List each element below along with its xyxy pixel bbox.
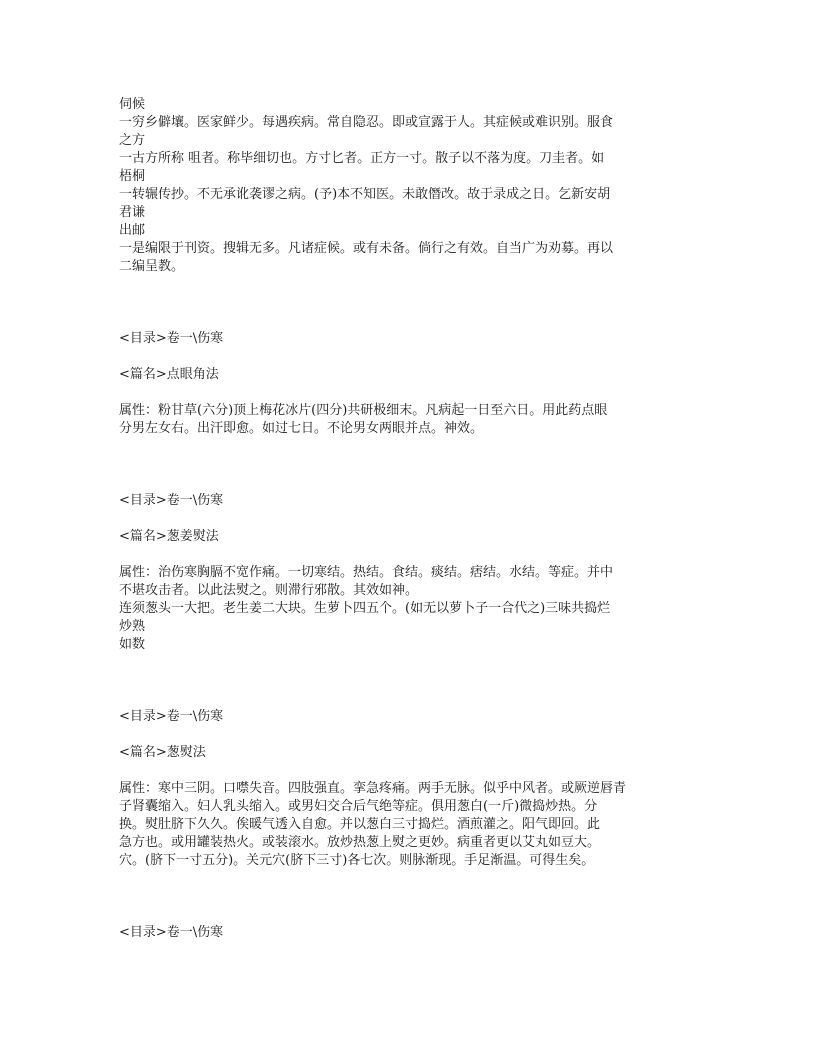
entry-title: <篇名>点眼角法 bbox=[119, 367, 219, 382]
text-line: 出邮 bbox=[119, 223, 146, 238]
text-line: 属性：寒中三阴。口噤失音。四肢强直。挛急疼痛。两手无脉。似乎中风者。或厥逆唇青 bbox=[119, 781, 627, 796]
catalog-heading: <目录>卷一\伤寒 bbox=[119, 925, 224, 940]
catalog-heading: <目录>卷一\伤寒 bbox=[119, 331, 224, 346]
entry-title: <篇名>葱熨法 bbox=[119, 745, 206, 760]
entry-dian-yan-jiao-fa bbox=[119, 330, 679, 438]
text-line: 分男左女右。出汗即愈。如过七日。不论男女两眼并点。神效。 bbox=[119, 421, 484, 436]
text-line: 二编呈教。 bbox=[119, 259, 185, 274]
text-line: 属性：治伤寒胸膈不宽作痛。一切寒结。热结。食结。痰结。痞结。水结。等症。并中 bbox=[119, 565, 614, 580]
text-line: 一古方所称 咀者。称毕细切也。方寸匕者。正方一寸。散子以不落为度。刀圭者。如 bbox=[119, 151, 605, 166]
text-line: 属性：粉甘草(六分)顶上梅花冰片(四分)共研极细末。凡病起一日至六日。用此药点眼 bbox=[119, 403, 608, 418]
text-line: 不堪攻击者。以此法熨之。则滞行邪散。其效如神。 bbox=[119, 583, 419, 598]
text-line: 急方也。或用罐装热火。或装滚水。放炒热葱上熨之更妙。病重者更以艾丸如豆大。 bbox=[119, 835, 601, 850]
entry-cong-jiang-yun-fa bbox=[119, 492, 679, 654]
catalog-heading: <目录>卷一\伤寒 bbox=[119, 493, 224, 508]
text-line: 梧桐 bbox=[119, 169, 146, 184]
text-line: 连须葱头一大把。老生姜二大块。生萝卜四五个。(如无以萝卜子一合代之)三味共捣烂 bbox=[119, 601, 611, 616]
entry-title: <篇名>葱姜熨法 bbox=[119, 529, 219, 544]
text-line: 换。熨肚脐下久久。俟暖气透入自愈。并以葱白三寸捣烂。酒煎灌之。阳气即回。此 bbox=[119, 817, 601, 832]
text-line: 如数 bbox=[119, 637, 146, 652]
text-line: 炒熟 bbox=[119, 619, 146, 634]
intro-block bbox=[119, 96, 679, 276]
text-line: 伺候 bbox=[119, 97, 146, 112]
text-line: 子肾囊缩入。妇人乳头缩入。或男妇交合后气绝等症。俱用葱白(一斤)微捣炒热。分 bbox=[119, 799, 598, 814]
entry-cong-yun-fa bbox=[119, 708, 679, 870]
text-line: 一穷乡僻壤。医家鲜少。每遇疾病。常自隐忍。即或宣露于人。其症候或难识别。服食 bbox=[119, 115, 614, 130]
text-line: 一转辗传抄。不无承讹袭谬之病。(予)本不知医。未敢僭改。故于录成之日。乞新安胡 bbox=[119, 187, 611, 202]
document-page bbox=[119, 96, 679, 942]
text-line: 一是编限于刊资。搜辑无多。凡诸症候。或有未备。倘行之有效。自当广为劝募。再以 bbox=[119, 241, 614, 256]
catalog-heading: <目录>卷一\伤寒 bbox=[119, 709, 224, 724]
entry-next bbox=[119, 924, 679, 942]
text-line: 君谦 bbox=[119, 205, 146, 220]
text-line: 穴。(脐下一寸五分)。关元穴(脐下三寸)各七次。则脉渐现。手足渐温。可得生矣。 bbox=[119, 853, 595, 868]
text-line: 之方 bbox=[119, 133, 146, 148]
